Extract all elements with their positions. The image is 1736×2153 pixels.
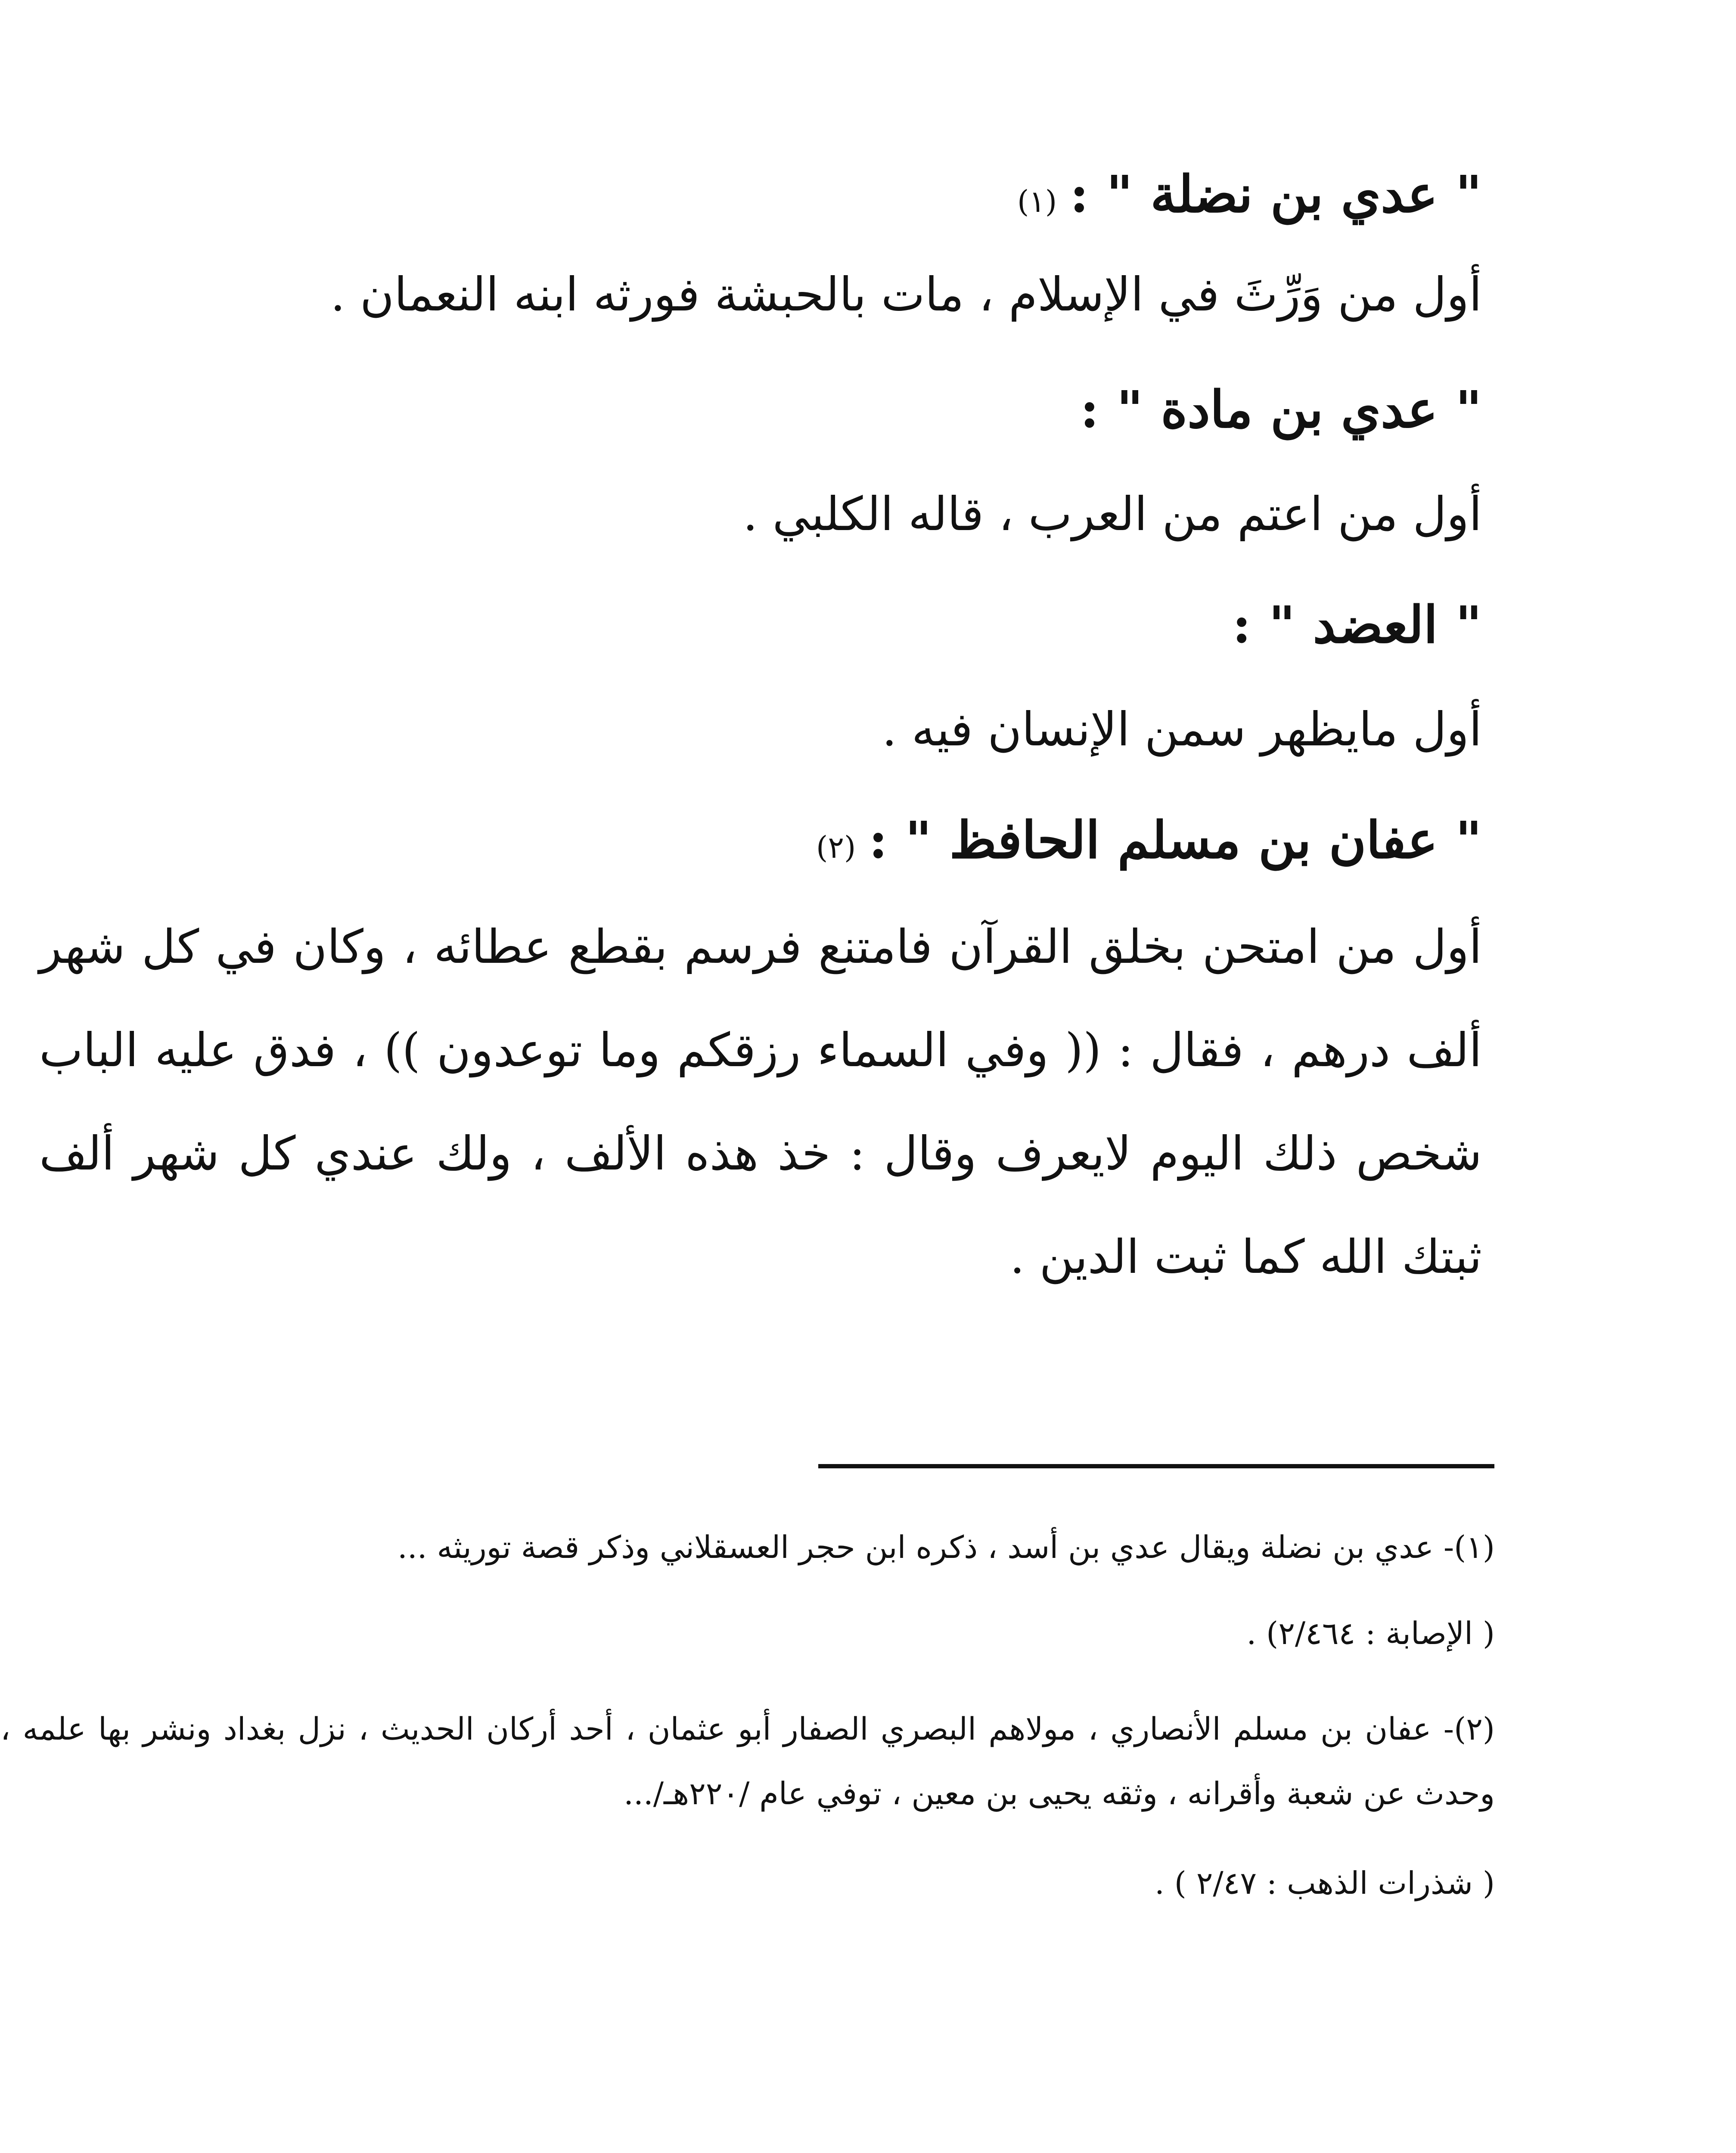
entry-4-text: أول من امتحن بخلق القرآن فامتنع فرسم بقطع عطائه ، وكان في كل شهر ألف درهم ، فقال : (( وفي السماء رزقكم وما توعدون )) ، فدق عليه الباب شخص ذلك اليوم لايعرف وقال : خذ هذه الألف ، ولك عندي كل شهر ألف ثبتك الله كما ثبت الدين . [39, 920, 1482, 1284]
entry-3-text: أول مايظهر سمن الإنسان فيه . [882, 703, 1482, 757]
entry-4-heading: " عفان بن مسلم الحافظ " : [869, 810, 1482, 870]
entry-4-footnote-ref: (٢) [816, 830, 856, 865]
footnote-1-source: ( الإصابة : ٢/٤٦٤) . [1246, 1615, 1495, 1651]
entry-1-heading: " عدي بن نضلة " : [1070, 164, 1482, 224]
footnote-2-text: (٢)- عفان بن مسلم الأنصاري ، مولاهم البصري الصفار أبو عثمان ، أحد أركان الحديث ، نزل بغداد ونشر بها علمه ، وحدث عن شعبة وأقرانه ، وثقه يحيى بن معين ، توفي عام /٢٢٠هـ/... [0, 1711, 1495, 1812]
entry-3-heading: " العضد " : [1232, 595, 1482, 655]
entry-1-footnote-ref: (١) [1017, 184, 1057, 219]
entry-3-heading-line [1232, 594, 1482, 655]
entry-4-heading-line [816, 810, 1482, 871]
entry-1-heading-line [1017, 164, 1482, 225]
footnote-2-source: ( شذرات الذهب : ٢/٤٧ ) . [1154, 1865, 1495, 1901]
entry-2-text: أول من اعتم من العرب ، قاله الكلبي . [742, 487, 1482, 541]
entry-2-heading-line [1080, 379, 1482, 440]
entry-1-text: أول من وَرِّثَ في الإسلام ، مات بالحبشة فورثه ابنه النعمان . [330, 268, 1482, 322]
entry-2-heading: " عدي بن مادة " : [1080, 379, 1482, 439]
footnote-1-text: (١)- عدي بن نضلة ويقال عدي بن أسد ، ذكره ابن حجر العسقلاني وذكر قصة توريثه ... [397, 1529, 1495, 1565]
footnote-separator [818, 1464, 1494, 1468]
